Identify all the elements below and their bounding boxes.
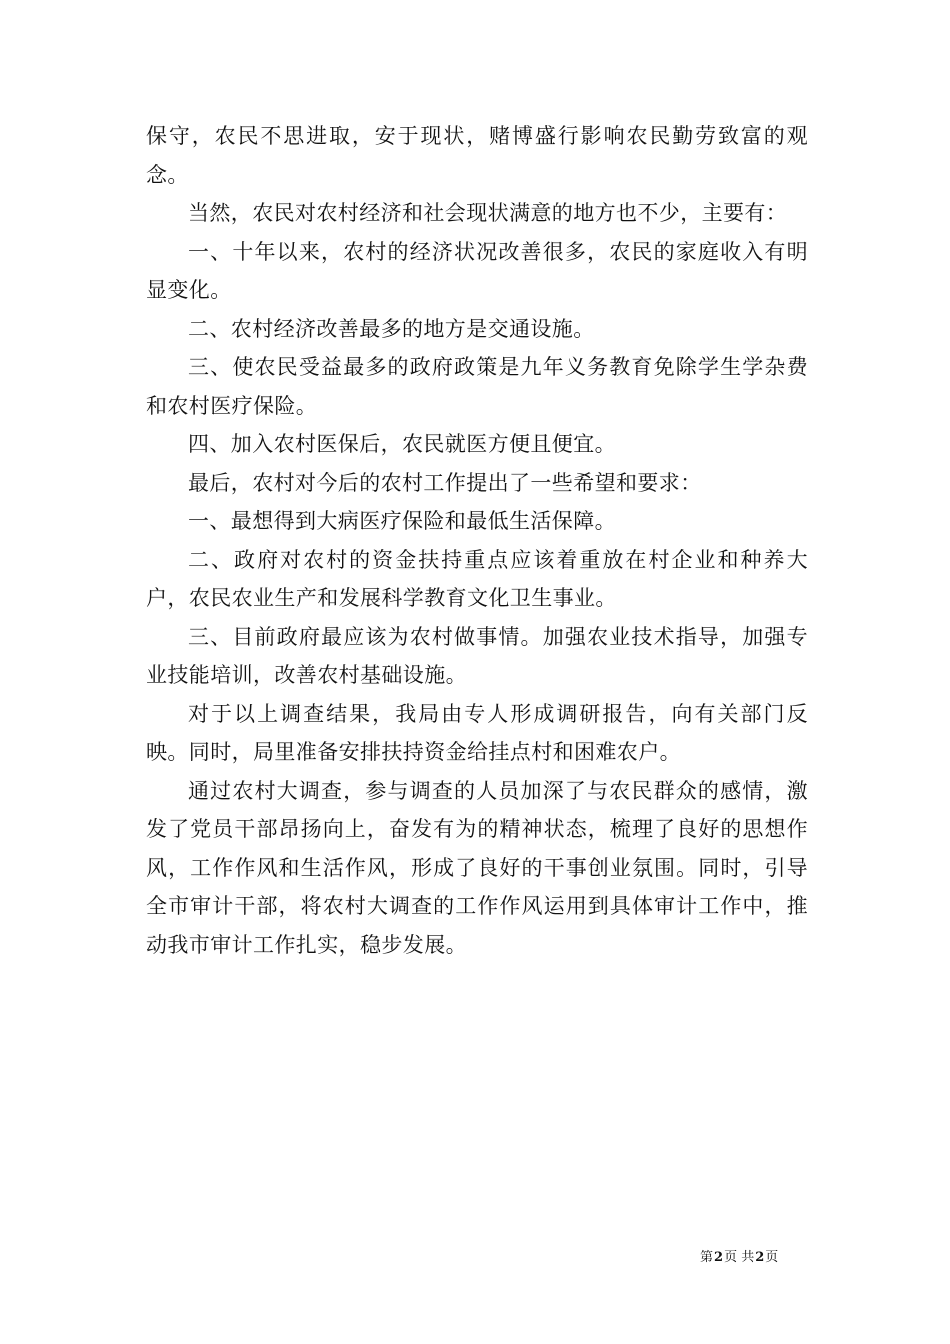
footer-total-pages: 2 — [755, 1250, 765, 1265]
footer-current-page: 2 — [714, 1250, 724, 1265]
paragraph-10: 三、目前政府最应该为农村做事情。加强农业技术指导，加强专业技能培训，改善农村基础设施。 — [146, 624, 808, 687]
paragraph-9: 二、政府对农村的资金扶持重点应该着重放在村企业和种养大户，农民农业生产和发展科学教育文化卫生事业。 — [146, 547, 808, 610]
footer-suffix: 页 — [765, 1250, 779, 1265]
paragraph-7: 最后，农村对今后的农村工作提出了一些希望和要求： — [188, 470, 702, 495]
paragraph-3: 一、十年以来，农村的经济状况改善很多，农民的家庭收入有明显变化。 — [146, 239, 808, 302]
paragraph-11: 对于以上调查结果，我局由专人形成调研报告，向有关部门反映。同时，局里准备安排扶持资金给挂点村和困难农户。 — [146, 701, 808, 764]
page-number-footer — [700, 1249, 820, 1267]
paragraph-1: 保守，农民不思进取，安于现状，赌博盛行影响农民勤劳致富的观念。 — [146, 124, 808, 187]
paragraph-8: 一、最想得到大病医疗保险和最低生活保障。 — [188, 509, 616, 533]
paragraph-5: 三、使农民受益最多的政府政策是九年义务教育免除学生学杂费和农村医疗保险。 — [146, 355, 808, 418]
footer-prefix: 第 — [700, 1250, 714, 1265]
paragraph-4: 二、农村经济改善最多的地方是交通设施。 — [188, 316, 595, 341]
footer-middle: 页 共 — [724, 1250, 755, 1265]
document-body — [146, 117, 808, 964]
paragraph-2: 当然，农民对农村经济和社会现状满意的地方也不少，主要有： — [188, 201, 788, 225]
paragraph-6: 四、加入农村医保后，农民就医方便且便宜。 — [188, 432, 616, 456]
paragraph-12: 通过农村大调查，参与调查的人员加深了与农民群众的感情，激发了党员干部昂扬向上，奋发有为的精神状态，梳理了良好的思想作风，工作作风和生活作风，形成了良好的干事创业氛围。同时，引导全市审计干部，将农村大调查的工作作风运用到具体审计工作中，推动我市审计工作扎实，稳步发展。 — [146, 778, 808, 957]
